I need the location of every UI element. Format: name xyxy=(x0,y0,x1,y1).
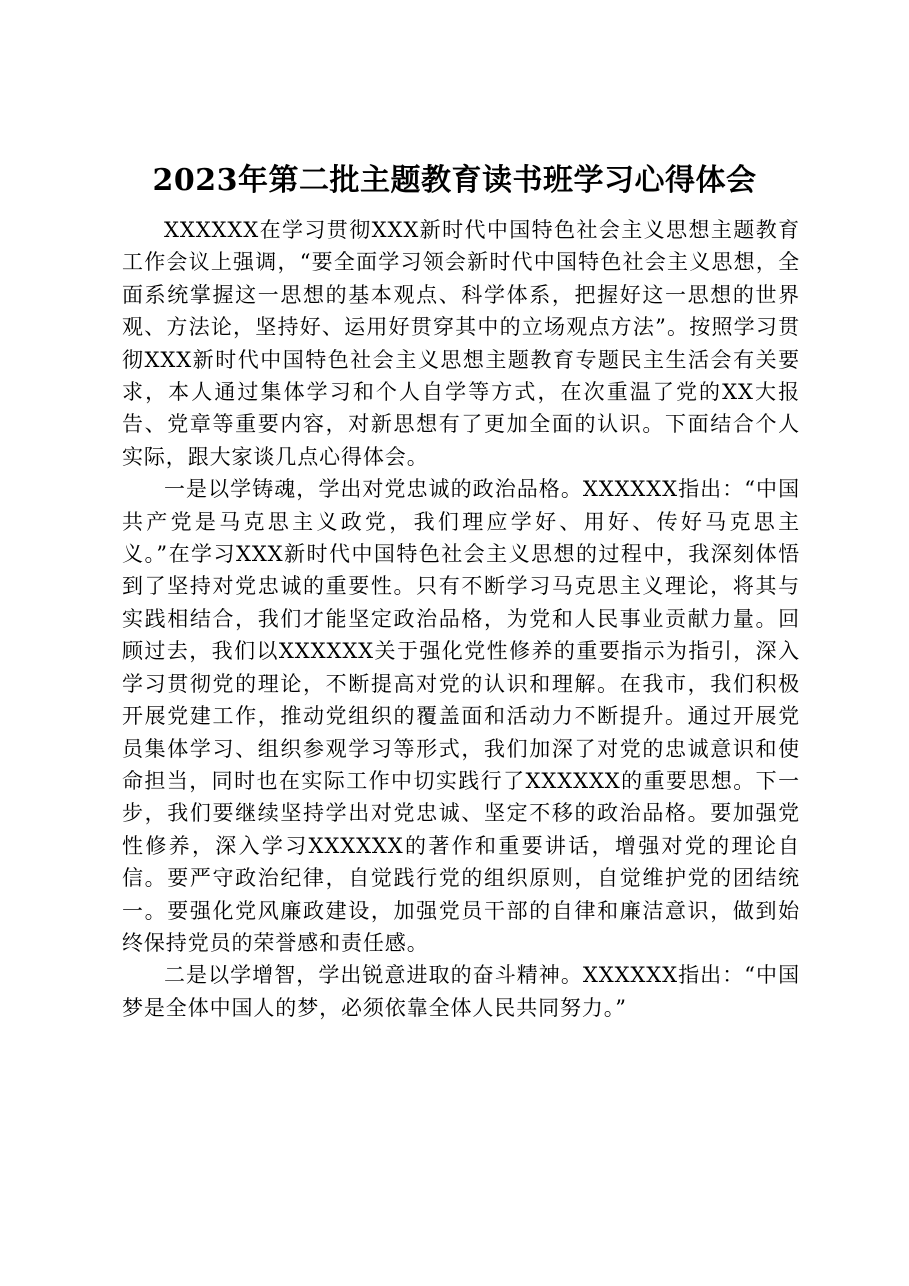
paragraph-point-one: 一是以学铸魂，学出对党忠诚的政治品格。XXXXXX指出：“中国共产党是马克思主义政党，我们理应学好、用好、传好马克思主义。”在学习XXX新时代中国特色社会主义思想的过程中，我深刻体悟到了坚持对党忠诚的重要性。只有不断学习马克思主义理论，将其与实践相结合，我们才能坚定政治品格，为党和人民事业贡献力量。回顾过去，我们以XXXXXX关于强化党性修养的重要指示为指引，深入学习贯彻党的理论，不断提高对党的认识和理解。在我市，我们积极开展党建工作，推动党组织的覆盖面和活动力不断提升。通过开展党员集体学习、组织参观学习等形式，我们加深了对党的忠诚意识和使命担当，同时也在实际工作中切实践行了XXXXXX的重要思想。下一步，我们要继续坚持学出对党忠诚、坚定不移的政治品格。要加强党性修养，深入学习XXXXXX的著作和重要讲话，增强对党的理论自信。要严守政治纪律，自觉践行党的组织原则，自觉维护党的团结统一。要强化党风廉政建设，加强党员干部的自律和廉洁意识，做到始终保持党员的荣誉感和责任感。 xyxy=(122,477,800,955)
paragraph-intro: XXXXXX在学习贯彻XXX新时代中国特色社会主义思想主题教育工作会议上强调，“要全面学习领会新时代中国特色社会主义思想，全面系统掌握这一思想的基本观点、科学体系，把握好这一思想的世界观、方法论，坚持好、运用好贯穿其中的立场观点方法”。按照学习贯彻XXX新时代中国特色社会主义思想主题教育专题民主生活会有关要求，本人通过集体学习和个人自学等方式，在次重温了党的XX大报告、党章等重要内容，对新思想有了更加全面的认识。下面结合个人实际，跟大家谈几点心得体会。 xyxy=(122,218,800,469)
document-title: 2023年第二批主题教育读书班学习心得体会 xyxy=(152,163,757,198)
paragraph-point-two: 二是以学增智，学出锐意进取的奋斗精神。XXXXXX指出：“中国梦是全体中国人的梦，必须依靠全体人民共同努力。” xyxy=(122,963,800,1020)
document-body xyxy=(122,214,800,1024)
